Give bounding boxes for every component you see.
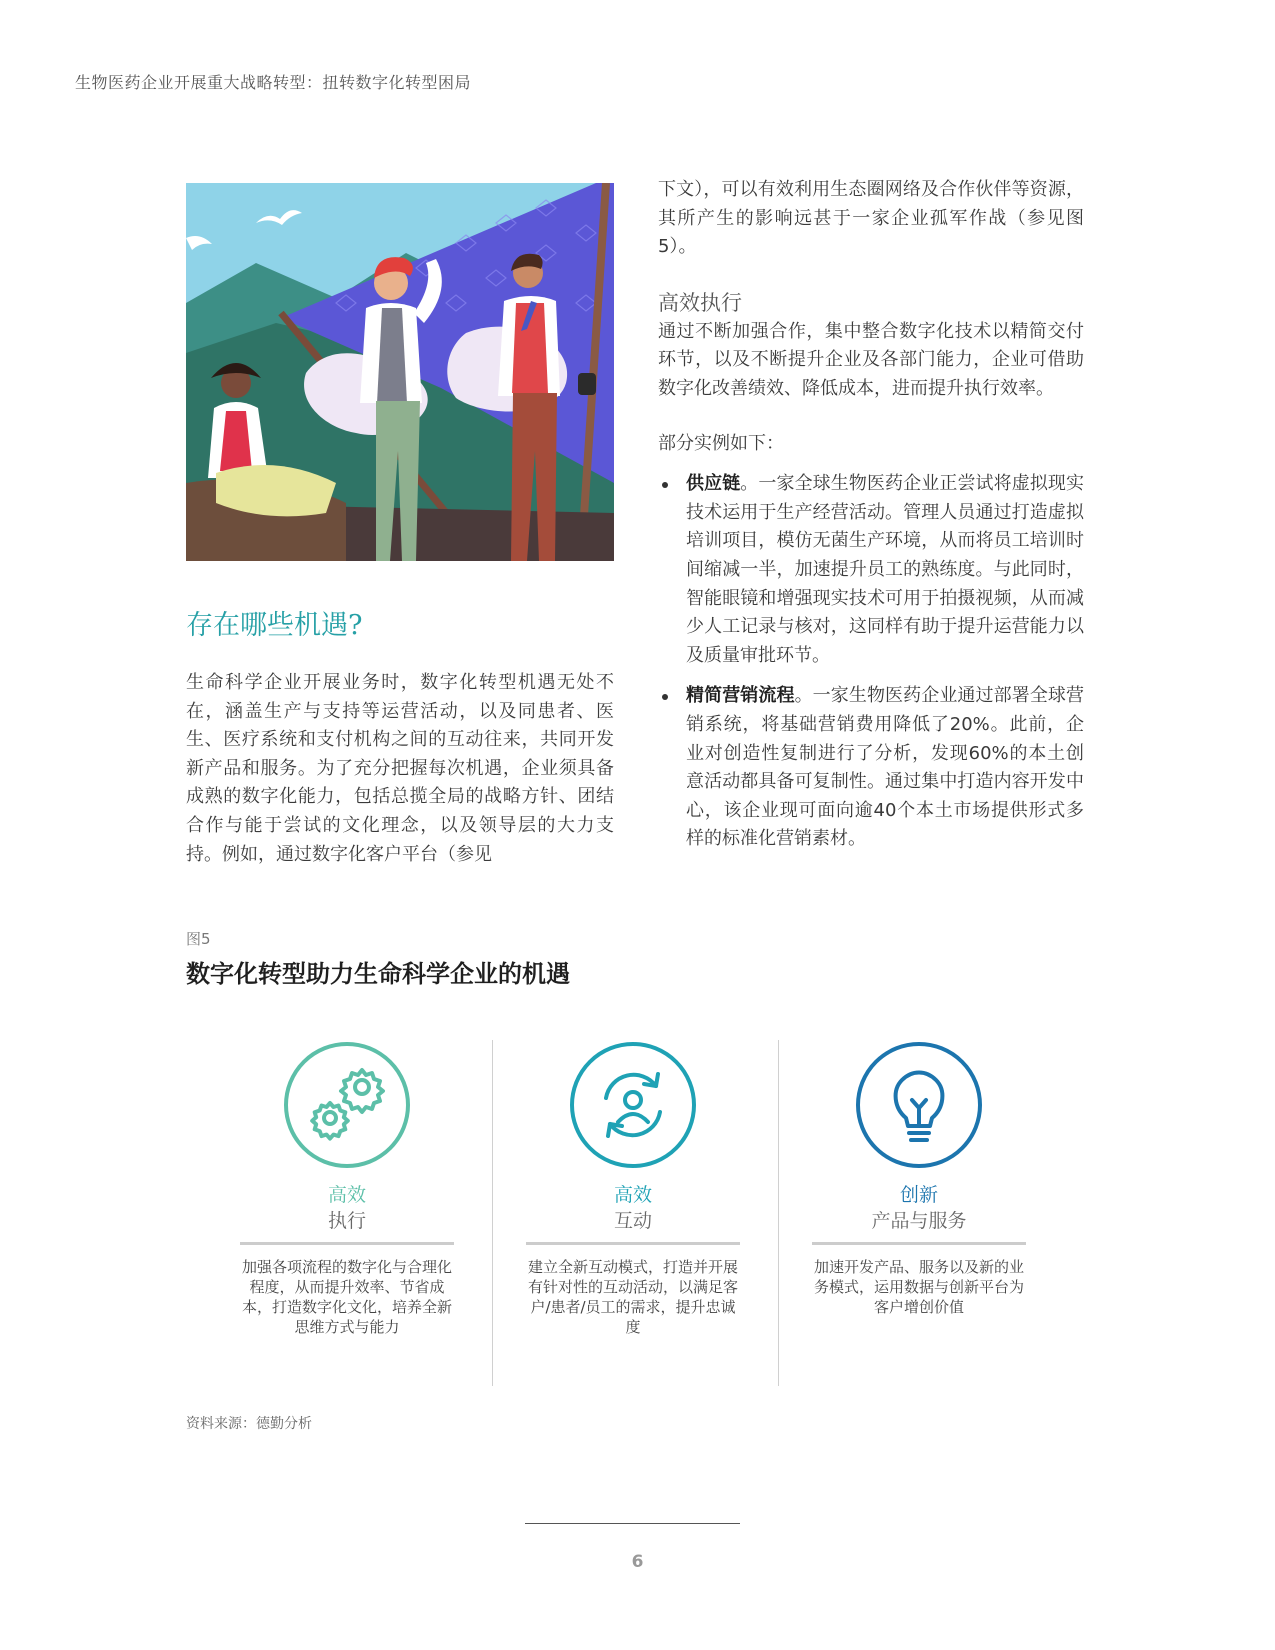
subheading-efficient-execution: 高效执行	[658, 290, 742, 315]
bullet-icon	[662, 482, 668, 488]
footer-rule	[525, 1523, 740, 1524]
panel-label-primary: 高效	[613, 1184, 652, 1206]
panel-rule	[240, 1242, 454, 1245]
continuation-paragraph: 下文），可以有效利用生态圈网络及合作伙伴等资源，其所产生的影响远甚于一家企业孤军作战（参见图5）。	[658, 179, 1084, 258]
bullet-title: 供应链	[686, 473, 741, 495]
figure-title: 数字化转型助力生命科学企业的机遇	[186, 960, 570, 988]
figure-source: 资料来源：德勤分析	[186, 1416, 312, 1432]
panel-rule	[812, 1242, 1026, 1245]
lightbulb-icon	[854, 1040, 984, 1170]
right-column	[658, 176, 1084, 866]
list-item	[658, 682, 1084, 854]
panel-description: 建立全新互动模式，打造并开展有针对性的互动活动，以满足客户/患者/员工的需求，提升忠诚度	[527, 1258, 738, 1336]
figure-panel-innovation	[776, 1040, 1062, 1317]
panel-label-primary: 创新	[899, 1184, 938, 1206]
example-list	[658, 470, 1084, 854]
panel-description: 加强各项流程的数字化与合理化程度，从而提升效率、节省成本，打造数字化文化，培养全新思维方式与能力	[241, 1258, 452, 1336]
customer-cycle-icon	[568, 1040, 698, 1170]
page-number: 6	[631, 1552, 644, 1572]
bullet-text: 。一家全球生物医药企业正尝试将虚拟现实技术运用于生产经营活动。管理人员通过打造虚拟培训项目，模仿无菌生产环境，从而将员工培训时间缩减一半，加速提升员工的熟练度。与此同时，智能眼镜和增强现实技术可用于拍摄视频，从而减少人工记录与核对，这同样有助于提升运营能力以及质量审批环节。	[686, 473, 1085, 666]
bullet-title: 精简营销流程	[686, 685, 795, 707]
panel-label-secondary: 互动	[613, 1210, 652, 1232]
subparagraph: 通过不断加强合作，集中整合数字化技术以精简交付环节，以及不断提升企业及各部门能力，企业可借助数字化改善绩效、降低成本，进而提升执行效率。	[658, 320, 1084, 399]
gears-icon	[282, 1040, 412, 1170]
section-paragraph: 生命科学企业开展业务时，数字化转型机遇无处不在，涵盖生产与支持等运营活动，以及同患者、医生、医疗系统和支付机构之间的互动往来，共同开发新产品和服务。为了充分把握每次机遇，企业须具备成熟的数字化能力，包括总揽全局的战略方针、团结合作与能于尝试的文化理念，以及领导层的大力支持。例如，通过数字化客户平台（参见	[186, 672, 614, 865]
figure-panel-execution	[204, 1040, 490, 1337]
panel-label-secondary: 执行	[327, 1210, 366, 1232]
panel-label-primary: 高效	[327, 1184, 366, 1206]
list-item	[658, 470, 1084, 670]
running-header: 生物医药企业开展重大战略转型：扭转数字化转型困局	[75, 73, 472, 92]
bullet-icon	[662, 694, 668, 700]
examples-intro: 部分实例如下：	[658, 432, 784, 454]
bullet-text: 。一家生物医药企业通过部署全球营销系统，将基础营销费用降低了20%。此前，企业对创造性复制进行了分析，发现60%的本土创意活动都具备可复制性。通过集中打造内容开发中心，该企业现可面向逾40个本土市场提供形式多样的标准化营销素材。	[686, 685, 1085, 850]
section-heading: 存在哪些机遇?	[186, 610, 363, 641]
sailing-team-illustration	[186, 183, 614, 561]
figure-panel-engagement	[490, 1040, 776, 1337]
figure-label: 图5	[186, 930, 211, 948]
panel-rule	[526, 1242, 740, 1245]
panel-description: 加速开发产品、服务以及新的业务模式，运用数据与创新平台为客户增创价值	[813, 1258, 1024, 1316]
panel-label-secondary: 产品与服务	[871, 1210, 967, 1232]
